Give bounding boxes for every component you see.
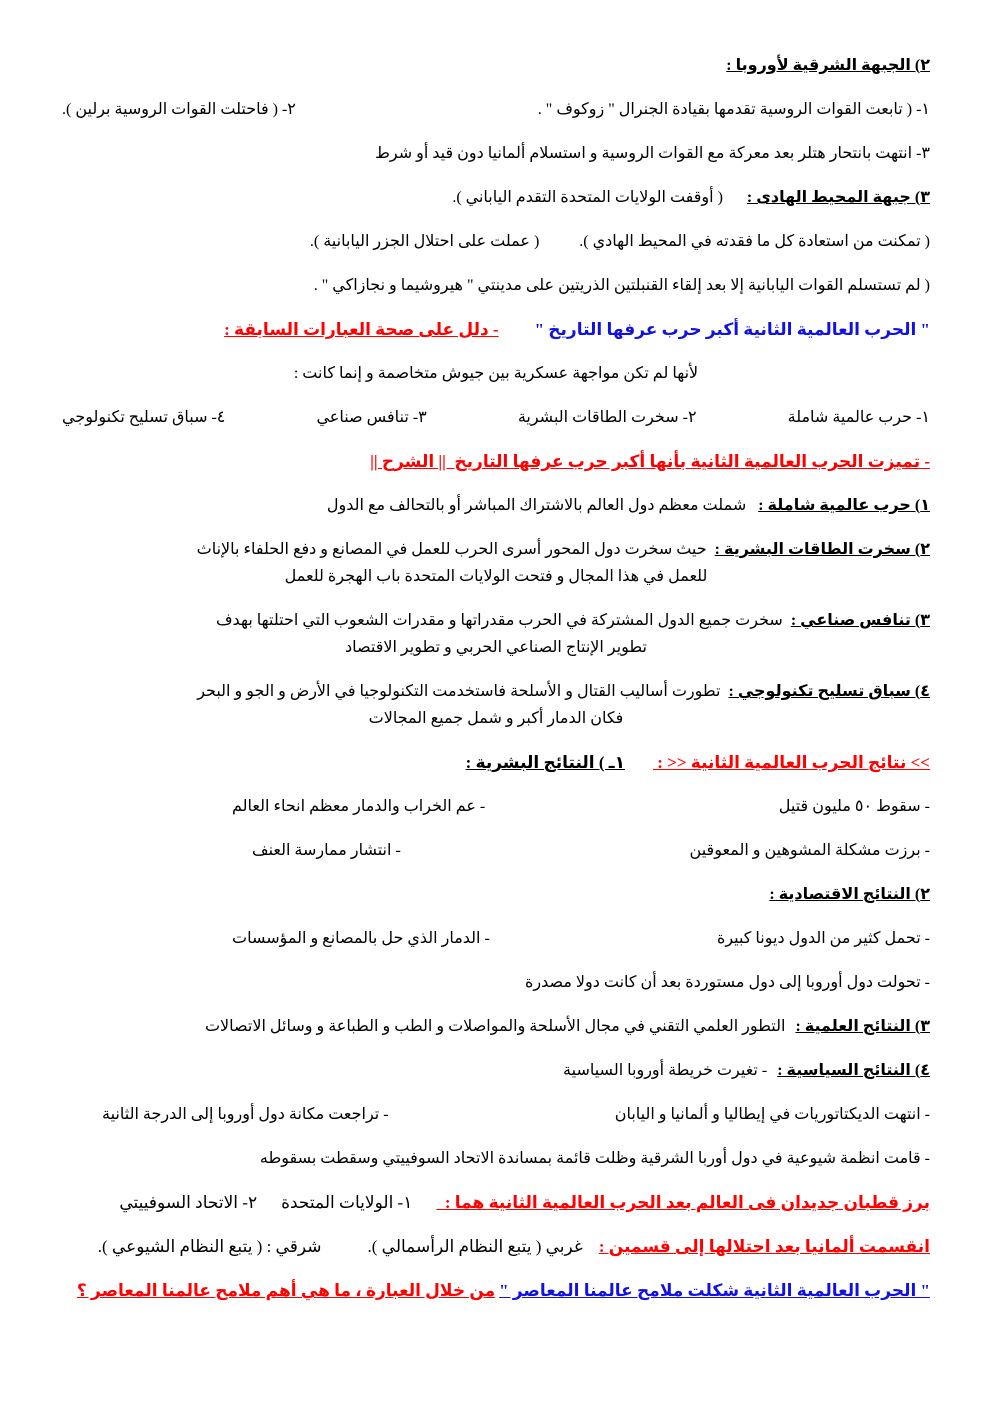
eastern-front-advance-line xyxy=(62,96,930,123)
eastern-front-section xyxy=(62,52,930,79)
explanation-arms-race xyxy=(62,678,930,732)
human-results-title: ١ـ ) النتائج البشرية : xyxy=(465,753,625,772)
human-results-row-2 xyxy=(62,837,930,864)
human-result-violence: - انتشار ممارسة العنف xyxy=(252,842,401,859)
explanation-industrial-competition xyxy=(62,607,930,661)
explanation-total-war xyxy=(62,492,930,519)
explanation-4-text: تطورت أساليب القتال و الأسلحة فاستخدمت التكنولوجيا في الأرض و الجو و البحر xyxy=(197,683,721,700)
political-results-title: ٤) النتائج السياسية : xyxy=(777,1062,930,1079)
human-result-disabled: - برزت مشكلة المشوهين و المعوقين xyxy=(689,842,930,859)
germany-west-text: غربي ( يتبع النظام الرأسمالي ). xyxy=(367,1237,583,1256)
germany-east-text: شرقي : ( يتبع النظام الشيوعي ). xyxy=(97,1237,322,1256)
scientific-results-title: ٣) النتائج العلمية : xyxy=(795,1018,930,1035)
explanation-4-line-2 xyxy=(62,705,930,732)
war-feature-item-3: ٣- تنافس صناعي xyxy=(316,409,427,426)
explanation-4-line-1 xyxy=(62,678,930,705)
political-result-europe-rank: - تراجعت مكانة دول أوروبا إلى الدرجة الثانية xyxy=(102,1106,389,1123)
biggest-war-question-line xyxy=(62,316,930,343)
economic-result-importers: - تحولت دول أوروبا إلى دول مستوردة بعد أن كانت دولا مصدرة xyxy=(524,974,930,991)
explanation-1-title: ١) حرب عالمية شاملة : xyxy=(758,497,930,514)
eastern-front-title: ٢) الجبهة الشرقية لأوروبا : xyxy=(726,57,930,74)
explanation-4-title: ٤) سباق تسليح تكنولوجي : xyxy=(728,683,930,700)
war-features-list xyxy=(62,404,930,431)
economic-results-row-1 xyxy=(62,925,930,952)
economic-result-debts: - تحمل كثير من الدول ديونا كبيرة xyxy=(716,930,930,947)
political-result-communism: - قامت انظمة شيوعية في دول أوربا الشرقية وظلت قائمة بمساندة الاتحاد السوفييتي وسقطت بسقوطه xyxy=(259,1150,930,1167)
explanation-2-line-1 xyxy=(62,536,930,563)
war-features-heading-line xyxy=(62,448,930,475)
human-results-row-1 xyxy=(62,793,930,820)
explanation-3-text-continued: تطوير الإنتاج الصناعي الحربي و تطوير الاقتصاد xyxy=(345,639,647,656)
explanation-2-line-2 xyxy=(62,563,930,590)
explanation-2-title: ٢) سخرت الطاقات البشرية : xyxy=(714,541,930,558)
pole-ussr: ٢- الاتحاد السوفييتي xyxy=(119,1193,258,1212)
japan-surrender-text: ( لم تستسلم القوات اليابانية إلا بعد إلقاء القنبلتين الذريتين على مدينتي " هيروشيما و نجازاكي " . xyxy=(313,277,930,294)
pacific-occupation-text: ( عملت على احتلال الجزر اليابانية ). xyxy=(309,233,540,250)
economic-result-factories: - الدمار الذي حل بالمصانع و المؤسسات xyxy=(232,930,490,947)
two-poles-line xyxy=(62,1189,930,1216)
final-question-quote: " الحرب العالمية الثانية شكلت ملامح عالمنا المعاصر " xyxy=(499,1281,930,1300)
eastern-advance-item-1: ١- ( تابعت القوات الروسية تقدمها بقيادة الجنرال " زوكوف " . xyxy=(537,101,930,118)
pole-usa: ١- الولايات المتحدة xyxy=(281,1193,413,1212)
political-results-text: - تغيرت خريطة أوروبا السياسية xyxy=(563,1062,768,1079)
germany-division-heading: انقسمت ألمانيا بعد احتلالها إلى قسمين : xyxy=(598,1237,930,1256)
economic-results-row-2 xyxy=(62,969,930,996)
explanation-2-text-continued: للعمل في هذا المجال و فتحت الولايات المتحدة باب الهجرة للعمل xyxy=(284,568,708,585)
final-question-prompt: من خلال العبارة ، ما هي أهم ملامح عالمنا المعاصر ؟ xyxy=(76,1281,496,1300)
explanation-4-text-continued: فكان الدمار أكبر و شمل جميع المجالات xyxy=(368,710,624,727)
eastern-advance-item-2: ٢- ( فاحتلت القوات الروسية برلين ). xyxy=(62,101,296,118)
germany-division-line xyxy=(62,1233,930,1260)
explanation-3-line-1 xyxy=(62,607,930,634)
hitler-suicide-text: ٣- انتهت بانتحار هتلر بعد معركة مع القوات الروسية و استسلام ألمانيا دون قيد أو شرط xyxy=(375,145,930,162)
political-result-dictatorships: - انتهت الديكتاتوريات في إيطاليا و ألمانيا و اليابان xyxy=(614,1106,930,1123)
war-features-heading: - تميزت الحرب العالمية الثانية بأنها أكبر حرب عرفها التاريخ || الشرح || xyxy=(370,452,930,471)
political-results-row-1 xyxy=(62,1101,930,1128)
economic-results-heading-line xyxy=(62,881,930,908)
political-results-row-2 xyxy=(62,1145,930,1172)
human-result-destruction: - عم الخراب والدمار معظم انحاء العالم xyxy=(232,798,486,815)
human-result-casualties: - سقوط ٥٠ مليون قتيل xyxy=(778,798,930,815)
war-results-heading-line xyxy=(62,749,930,776)
two-poles-heading: برز قطبان جديدان فى العالم بعد الحرب العالمية الثانية هما : xyxy=(436,1193,930,1212)
war-feature-item-1: ١- حرب عالمية شاملة xyxy=(787,409,930,426)
war-feature-item-2: ٢- سخرت الطاقات البشرية xyxy=(517,409,697,426)
explanation-1-text: شملت معظم دول العالم بالاشتراك المباشر أو بالتحالف مع الدول xyxy=(326,497,747,514)
biggest-war-quote: " الحرب العالمية الثانية أكبر حرب عرفها التاريخ " xyxy=(534,320,930,339)
scientific-results-line xyxy=(62,1013,930,1040)
hitler-suicide-line xyxy=(62,140,930,167)
japan-surrender-line xyxy=(62,272,930,299)
scientific-results-text: التطور العلمي التقني في مجال الأسلحة والمواصلات و الطب و الطباعة و وسائل الاتصالات xyxy=(204,1018,786,1035)
biggest-war-reason-text: لأنها لم تكن مواجهة عسكرية بين جيوش متخاصمة و إنما كانت : xyxy=(293,365,699,382)
explanation-3-line-2 xyxy=(62,634,930,661)
explanation-human-energies xyxy=(62,536,930,590)
war-feature-item-4: ٤- سباق تسليح تكنولوجي xyxy=(62,409,226,426)
biggest-war-prompt: - دلل على صحة العبارات السابقة : xyxy=(224,320,499,339)
explanation-2-text: حيث سخرت دول المحور أسرى الحرب للعمل في المصانع و دفع الحلفاء بالإناث xyxy=(196,541,707,558)
pacific-front-text: ( أوقفت الولايات المتحدة التقدم الياباني ). xyxy=(452,189,723,206)
explanation-3-title: ٣) تنافس صناعي : xyxy=(790,612,930,629)
biggest-war-reason-line xyxy=(62,360,930,387)
political-results-line xyxy=(62,1057,930,1084)
explanation-3-text: سخرت جميع الدول المشتركة في الحرب مقدراتها و مقدرات الشعوب التي احتلتها بهدف xyxy=(215,612,783,629)
final-question-line xyxy=(62,1277,930,1304)
pacific-recovery-line xyxy=(62,228,930,255)
pacific-front-title: ٣) جبهة المحيط الهادى : xyxy=(746,189,930,206)
pacific-recovery-text: ( تمكنت من استعادة كل ما فقدته في المحيط الهادي ). xyxy=(579,233,930,250)
war-results-heading: >> نتائج الحرب العالمية الثانية << : xyxy=(652,753,930,772)
pacific-front-section xyxy=(62,184,930,211)
economic-results-title: ٢) النتائج الاقتصادية : xyxy=(769,886,930,903)
